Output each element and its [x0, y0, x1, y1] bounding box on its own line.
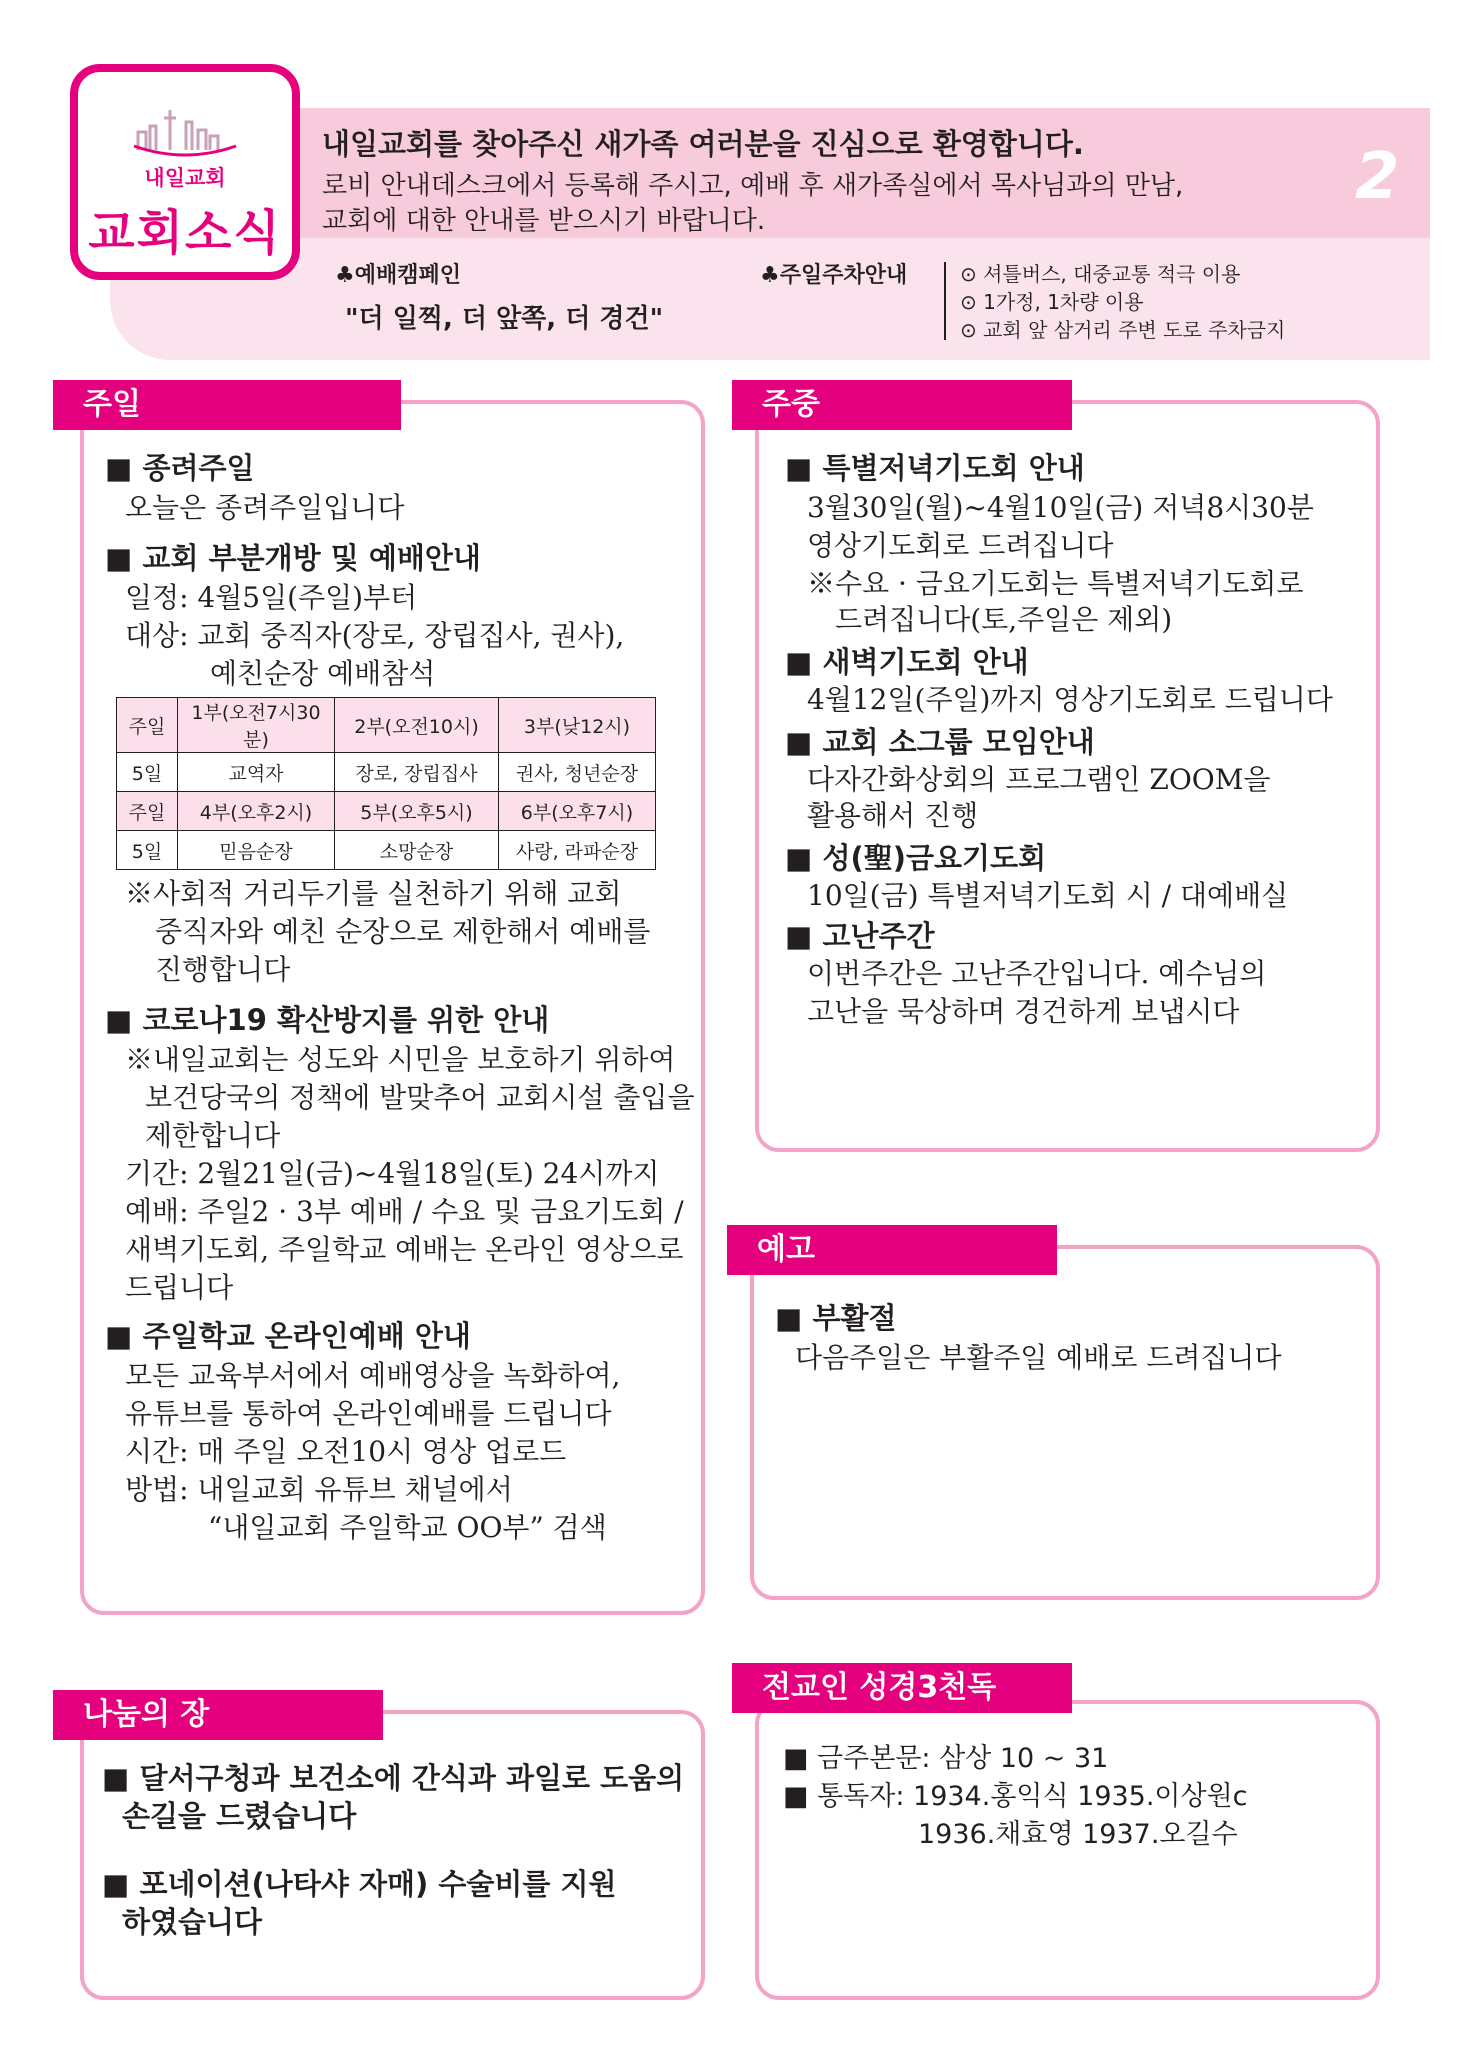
- weekday-item-text: 10일(금) 특별저녁기도회 시 / 대예배실: [807, 879, 1289, 912]
- sunday-item-text: 모든 교육부서에서 예배영상을 녹화하여,: [125, 1359, 621, 1392]
- page-number: 2: [1355, 140, 1400, 214]
- sharing-item-text: 손길을 드렸습니다: [122, 1799, 357, 1833]
- sunday-item-text: “내일교회 주일학교 OO부” 검색: [208, 1511, 607, 1544]
- weekday-item-text: 고난을 묵상하며 경건하게 보냅시다: [807, 995, 1240, 1028]
- sunday-item-note: 진행합니다: [155, 953, 291, 986]
- bible-section-title: 전교인 성경3천독: [732, 1663, 1072, 1713]
- table-cell: 5부(오후5시): [335, 792, 499, 831]
- sharing-section-title: 나눔의 장: [53, 1690, 383, 1740]
- weekday-item-title: ■ 새벽기도회 안내: [785, 645, 1029, 679]
- welcome-line-3: 교회에 대한 안내를 받으시기 바랍니다.: [322, 206, 766, 236]
- parking-item: ⊙ 1가정, 1차량 이용: [960, 290, 1144, 314]
- table-cell: 소망순장: [335, 831, 499, 870]
- table-cell: 주일: [117, 698, 178, 753]
- table-cell: 2부(오전10시): [335, 698, 499, 753]
- table-cell: 권사, 청년순장: [499, 753, 656, 792]
- sunday-item-text: 유튜브를 통하여 온라인예배를 드립니다: [125, 1397, 612, 1430]
- notice-item-text: 다음주일은 부활주일 예배로 드려집니다: [795, 1341, 1282, 1374]
- bible-item-text: 1936.채효영 1937.오길수: [918, 1819, 1238, 1850]
- table-row: [117, 698, 656, 753]
- table-cell: 장로, 장립집사: [335, 753, 499, 792]
- weekday-item-text: 4월12일(주일)까지 영상기도회로 드립니다: [807, 683, 1333, 716]
- sunday-item-note: 제한합니다: [145, 1119, 281, 1152]
- sunday-item-note: 중직자와 예친 순장으로 제한해서 예배를: [155, 915, 651, 948]
- sunday-item-title: ■ 코로나19 확산방지를 위한 안내: [105, 1003, 550, 1037]
- sunday-item-text: 기간: 2월21일(금)~4월18일(토) 24시까지: [125, 1157, 660, 1190]
- weekday-section-title: 주중: [732, 380, 1072, 430]
- sunday-section-title: 주일: [53, 380, 401, 430]
- weekday-item-note: 드려집니다(토,주일은 제외): [835, 603, 1173, 636]
- welcome-line-2: 로비 안내데스크에서 등록해 주시고, 예배 후 새가족실에서 목사님과의 만남,: [322, 171, 1184, 201]
- parking-item: ⊙ 셔틀버스, 대중교통 적극 이용: [960, 262, 1241, 286]
- weekday-item-title: ■ 성(聖)금요기도회: [785, 841, 1047, 875]
- table-cell: 교역자: [178, 753, 335, 792]
- bible-item-text: ■ 금주본문: 삼상 10 ~ 31: [783, 1743, 1109, 1774]
- sunday-item-text: 일정: 4월5일(주일)부터: [125, 581, 418, 614]
- table-cell: 믿음순장: [178, 831, 335, 870]
- sunday-item-text: 새벽기도회, 주일학교 예배는 온라인 영상으로: [125, 1233, 684, 1266]
- table-cell: 사랑, 라파순장: [499, 831, 656, 870]
- table-cell: 5일: [117, 753, 178, 792]
- sunday-item-text: 예배: 주일2 · 3부 예배 / 수요 및 금요기도회 /: [125, 1195, 684, 1228]
- weekday-item-title: ■ 특별저녁기도회 안내: [785, 451, 1085, 485]
- weekday-item-text: 다자간화상회의 프로그램인 ZOOM을: [807, 763, 1271, 796]
- weekday-item-title: ■ 고난주간: [785, 919, 935, 953]
- notice-section-title: 예고: [727, 1225, 1057, 1275]
- weekday-item-text: 활용해서 진행: [807, 799, 979, 832]
- weekday-item-note: ※수요 · 금요기도회는 특별저녁기도회로: [807, 567, 1304, 600]
- sharing-item-text: ■ 달서구청과 보건소에 간식과 과일로 도움의: [102, 1761, 685, 1795]
- table-cell: 주일: [117, 792, 178, 831]
- table-cell: 1부(오전7시30분): [178, 698, 335, 753]
- table-cell: 5일: [117, 831, 178, 870]
- sharing-item-text: ■ 포네이션(나타샤 자매) 수술비를 지원: [102, 1867, 617, 1901]
- sunday-item-text: 예친순장 예배참석: [210, 657, 436, 690]
- table-row: [117, 792, 656, 831]
- sunday-item-text: 방법: 내일교회 유튜브 채널에서: [125, 1473, 513, 1506]
- weekday-item-text: 이번주간은 고난주간입니다. 예수님의: [807, 957, 1267, 990]
- weekday-item-text: 3월30일(월)~4월10일(금) 저녁8시30분: [807, 491, 1314, 524]
- sunday-item-text: 시간: 매 주일 오전10시 영상 업로드: [125, 1435, 567, 1468]
- table-row: [117, 831, 656, 870]
- sunday-item-note: ※내일교회는 성도와 시민을 보호하기 위하여: [125, 1043, 676, 1076]
- sharing-section-box: [80, 1710, 705, 2000]
- table-row: [117, 753, 656, 792]
- notice-item-title: ■ 부활절: [775, 1301, 897, 1335]
- table-cell: 4부(오후2시): [178, 792, 335, 831]
- sunday-item-title: ■ 교회 부분개방 및 예배안내: [105, 541, 481, 575]
- parking-divider: [944, 262, 946, 340]
- sunday-item-title: ■ 주일학교 온라인예배 안내: [105, 1319, 471, 1353]
- church-logo-icon: [130, 100, 240, 162]
- parking-label: ♣주일주차안내: [760, 263, 908, 288]
- logo-name: 내일교회: [144, 166, 226, 190]
- church-logo-box: [70, 64, 300, 280]
- sunday-item-text: 대상: 교회 중직자(장로, 장립집사, 권사),: [125, 619, 625, 652]
- table-cell: 6부(오후7시): [499, 792, 656, 831]
- campaign-text: "더 일찍, 더 앞쪽, 더 경건": [345, 304, 664, 334]
- parking-item: ⊙ 교회 앞 삼거리 주변 도로 주차금지: [960, 318, 1286, 342]
- logo-title: 교회소식: [88, 205, 282, 261]
- sharing-item-text: 하였습니다: [122, 1905, 263, 1939]
- campaign-label: ♣예배캠페인: [335, 263, 461, 288]
- welcome-headline: 내일교회를 찾아주신 새가족 여러분을 진심으로 환영합니다.: [322, 127, 1084, 161]
- sunday-item-title: ■ 종려주일: [105, 451, 255, 485]
- table-cell: 3부(낮12시): [499, 698, 656, 753]
- sunday-item-text: 오늘은 종려주일입니다: [125, 491, 405, 524]
- sunday-item-note: 보건당국의 정책에 발맞추어 교회시설 출입을: [145, 1081, 695, 1114]
- weekday-item-text: 영상기도회로 드려집니다: [807, 529, 1114, 562]
- sunday-item-text: 드립니다: [125, 1271, 234, 1304]
- worship-schedule-table: [116, 697, 656, 870]
- bible-item-text: ■ 통독자: 1934.홍익식 1935.이상원c: [783, 1781, 1248, 1812]
- weekday-item-title: ■ 교회 소그룹 모임안내: [785, 725, 1095, 759]
- sunday-item-note: ※사회적 거리두기를 실천하기 위해 교회: [125, 877, 622, 910]
